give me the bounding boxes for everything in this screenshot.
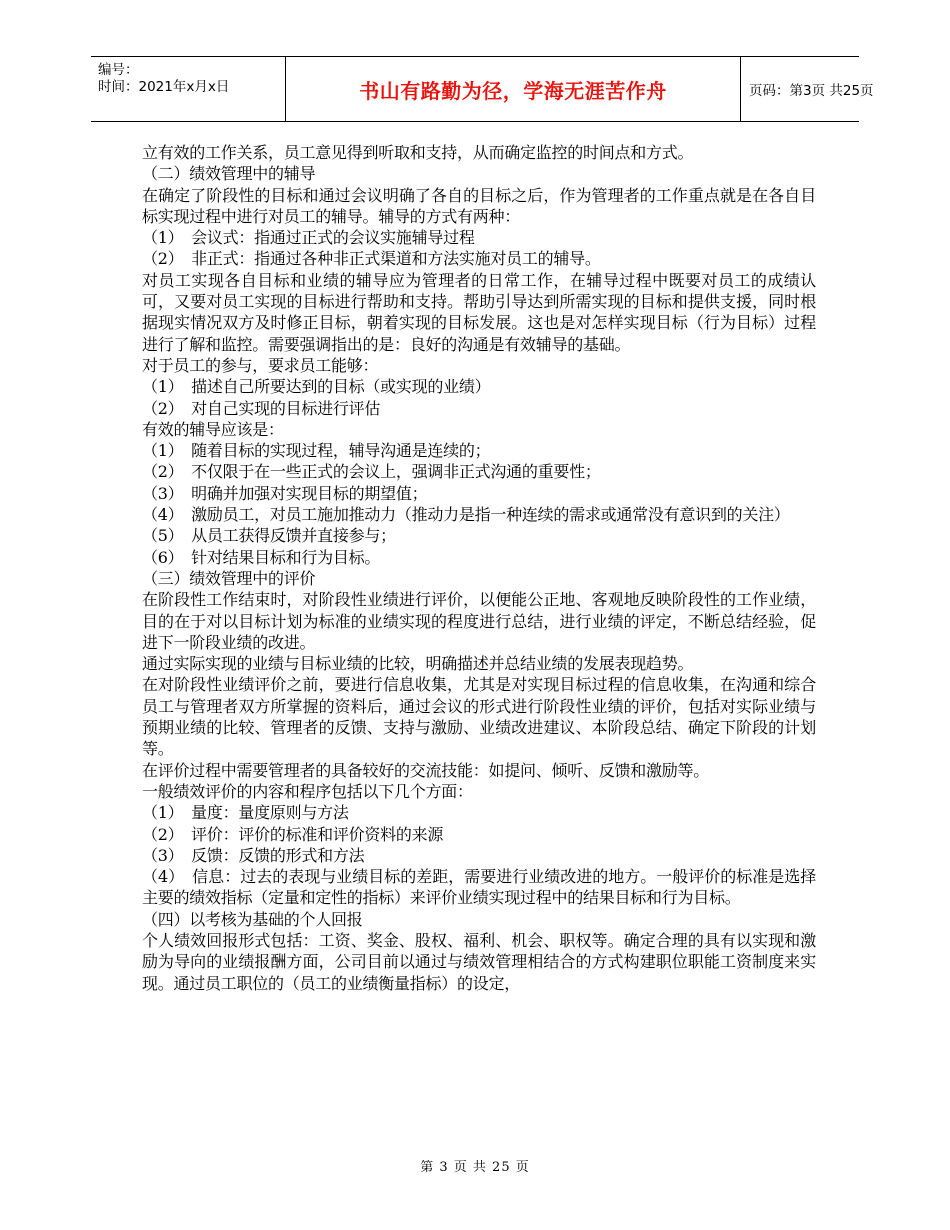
paragraph: 对于员工的参与，要求员工能够： <box>142 355 379 375</box>
section-heading: （三）绩效管理中的评价 <box>142 568 316 588</box>
list-item: （1） 随着目标的实现过程，辅导沟通是连续的； <box>142 441 491 461</box>
list-item: （4） 激励员工，对员工施加推动力（推动力是指一种连续的需求或通常没有意识到的关注） <box>142 505 790 525</box>
header-page-code: 页码：第3页 共25页 <box>749 83 874 99</box>
list-item: （3） 明确并加强对实现目标的期望值； <box>142 483 428 503</box>
page-header <box>91 56 874 122</box>
list-item: （1） 会议式：指通过正式的会议实施辅导过程 <box>142 228 475 248</box>
paragraph: 个人绩效回报形式包括：工资、奖金、股权、福利、机会、职权等。确定合理的具有以实现和激励为导向的业绩报酬方面，公司目前以通过与绩效管理相结合的方式构建职位职能工资制度来实现。通过员工职位的（员工的业绩衡量指标）的设定， <box>142 930 816 993</box>
header-motto-cell <box>285 57 741 121</box>
page-footer: 第 3 页 共 25 页 <box>420 1160 530 1175</box>
header-motto: 书山有路勤为径，学海无涯苦作舟 <box>359 78 667 103</box>
paragraph: 通过实际实现的业绩与目标业绩的比较，明确描述并总结业绩的发展表现趋势。 <box>142 654 694 674</box>
document-body <box>142 142 816 994</box>
list-item: （2） 非正式：指通过各种非正式渠道和方法实施对员工的辅导。 <box>142 249 601 269</box>
paragraph: 有效的辅导应该是： <box>142 419 284 439</box>
list-item: （2） 评价：评价的标准和评价资料的来源 <box>142 824 444 844</box>
paragraph: 立有效的工作关系，员工意见得到听取和支持，从而确定监控的时间点和方式。 <box>142 143 694 162</box>
list-item: （4） 信息：过去的表现与业绩目标的差距，需要进行业绩改进的地方。一般评价的标准是选择主要的绩效指标（定量和定性的指标）来评价业绩实现过程中的结果目标和行为目标。 <box>142 867 816 908</box>
list-item: （2） 对自己实现的目标进行评估 <box>142 398 381 418</box>
section-heading: （四）以考核为基础的个人回报 <box>142 909 363 929</box>
paragraph: 在对阶段性业绩评价之前，要进行信息收集，尤其是对实现目标过程的信息收集，在沟通和综合员工与管理者双方所掌握的资料后，通过会议的形式进行阶段性业绩的评价，包括对实际业绩与预期业绩的比较、管理者的反馈、支持与激励、业绩改进建议、本阶段总结、确定下阶段的计划等。 <box>142 675 816 759</box>
list-item: （1） 描述自己所要达到的目标（或实现的业绩） <box>142 377 491 397</box>
paragraph: 在确定了阶段性的目标和通过会议明确了各自的目标之后，作为管理者的工作重点就是在各自目标实现过程中进行对员工的辅导。辅导的方式有两种： <box>142 185 816 226</box>
list-item: （3） 反馈：反馈的形式和方法 <box>142 845 365 865</box>
document-time-label: 时间：2021年x月x日 <box>98 79 230 95</box>
list-item: （2） 不仅限于在一些正式的会议上，强调非正式沟通的重要性； <box>142 462 601 482</box>
paragraph: 一般绩效评价的内容和程序包括以下几个方面： <box>142 781 473 801</box>
list-item: （6） 针对结果目标和行为目标。 <box>142 547 381 567</box>
section-heading: （二）绩效管理中的辅导 <box>142 164 316 184</box>
header-meta <box>91 57 285 121</box>
list-item: （1） 量度：量度原则与方法 <box>142 803 349 823</box>
document-number-label: 编号： <box>98 62 139 78</box>
paragraph: 对员工实现各自目标和业绩的辅导应为管理者的日常工作，在辅导过程中既要对员工的成绩认可，又要对员工实现的目标进行帮助和支持。帮助引导达到所需实现的目标和提供支援，同时根据现实情况双方及时修正目标，朝着实现的目标发展。这也是对怎样实现目标（行为目标）过程进行了解和监控。需要强调指出的是：良好的沟通是有效辅导的基础。 <box>142 270 816 354</box>
paragraph: 在阶段性工作结束时，对阶段性业绩进行评价，以便能公正地、客观地反映阶段性的工作业绩，目的在于对以目标计划为标准的业绩实现的程度进行总结，进行业绩的评定，不断总结经验，促进下一阶段业绩的改进。 <box>142 590 816 652</box>
list-item: （5） 从员工获得反馈并直接参与； <box>142 526 396 546</box>
paragraph: 在评价过程中需要管理者的具备较好的交流技能：如提问、倾听、反馈和激励等。 <box>142 760 710 780</box>
